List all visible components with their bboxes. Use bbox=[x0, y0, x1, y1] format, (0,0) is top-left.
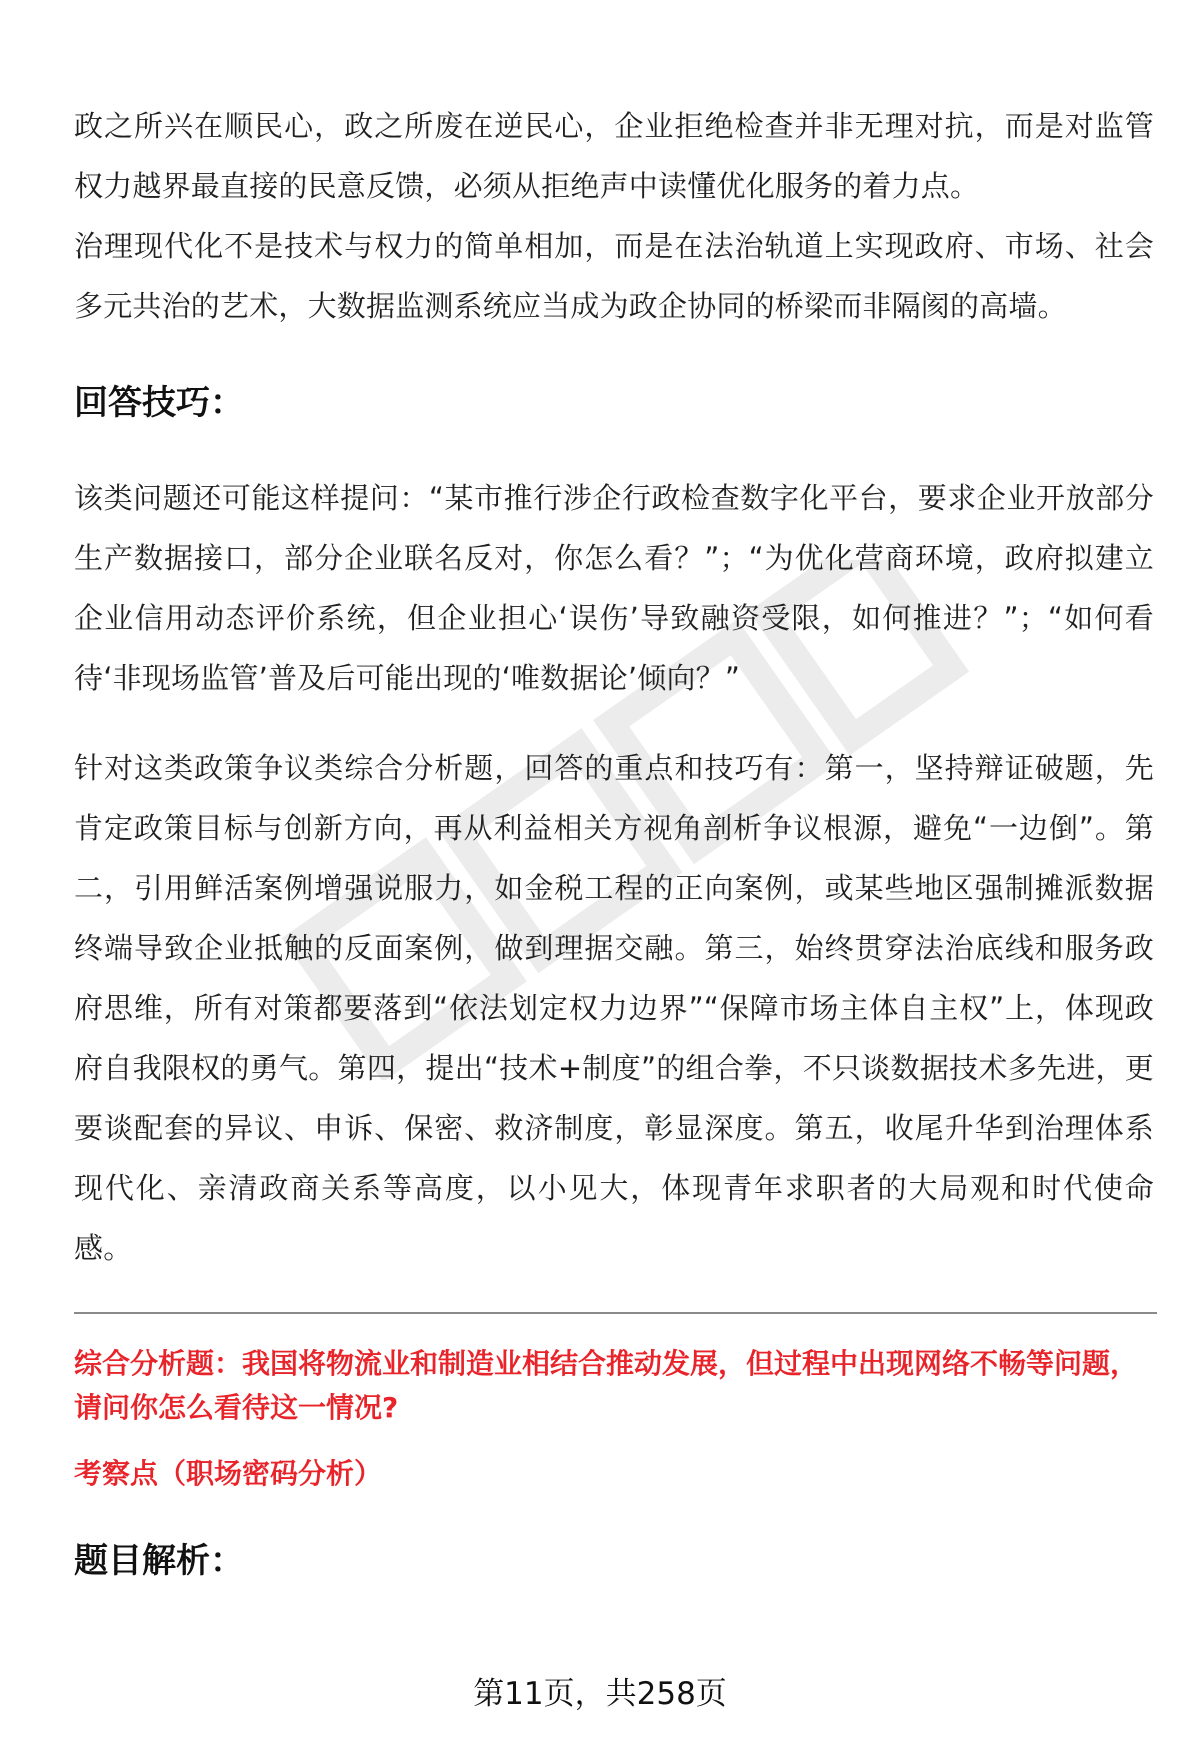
section-divider bbox=[74, 1312, 1157, 1314]
page-number: 第11页，共258页 bbox=[473, 1676, 727, 1712]
focus-label: 考察点（职场密码分析） bbox=[74, 1457, 383, 1490]
body-paragraph-2: 治理现代化不是技术与权力的简单相加，而是在法治轨道上实现政府、市场、社会多元共治的艺术，大数据监测系统应当成为政企协同的桥梁而非隔阂的高墙。 bbox=[74, 229, 1154, 323]
body-paragraph-1: 政之所兴在顺民心，政之所废在逆民心，企业拒绝检查并非无理对抗，而是对监管权力越界最直接的民意反馈，必须从拒绝声中读懂优化服务的着力点。 bbox=[74, 109, 1154, 203]
section-heading-analysis: 题目解析： bbox=[74, 1541, 244, 1581]
skills-paragraph-1: 该类问题还可能这样提问：“某市推行涉企行政检查数字化平台，要求企业开放部分生产数据接口，部分企业联名反对，你怎么看？”；“为优化营商环境，政府拟建立企业信用动态评价系统，但企业担心‘误伤’导致融资受限，如何推进？”；“如何看待‘非现场监管’普及后可能出现的‘唯数据论’倾向？” bbox=[74, 481, 1154, 695]
section-heading-skills: 回答技巧： bbox=[74, 383, 244, 423]
question-title: 综合分析题：我国将物流业和制造业相结合推动发展，但过程中出现网络不畅等问题，请问你怎么看待这一情况? bbox=[74, 1347, 1139, 1424]
skills-paragraph-2: 针对这类政策争议类综合分析题，回答的重点和技巧有：第一，坚持辩证破题，先肯定政策目标与创新方向，再从利益相关方视角剖析争议根源，避免“一边倒”。第二，引用鲜活案例增强说服力，如金税工程的正向案例，或某些地区强制摊派数据终端导致企业抵触的反面案例，做到理据交融。第三，始终贯穿法治底线和服务政府思维，所有对策都要落到“依法划定权力边界”“保障市场主体自主权”上，体现政府自我限权的勇气。第四，提出“技术+制度”的组合拳，不只谈数据技术多先进，更要谈配套的异议、申诉、保密、救济制度，彰显深度。第五，收尾升华到治理体系现代化、亲清政商关系等高度，以小见大，体现青年求职者的大局观和时代使命感。 bbox=[74, 751, 1154, 1265]
page-content bbox=[74, 96, 1154, 1586]
